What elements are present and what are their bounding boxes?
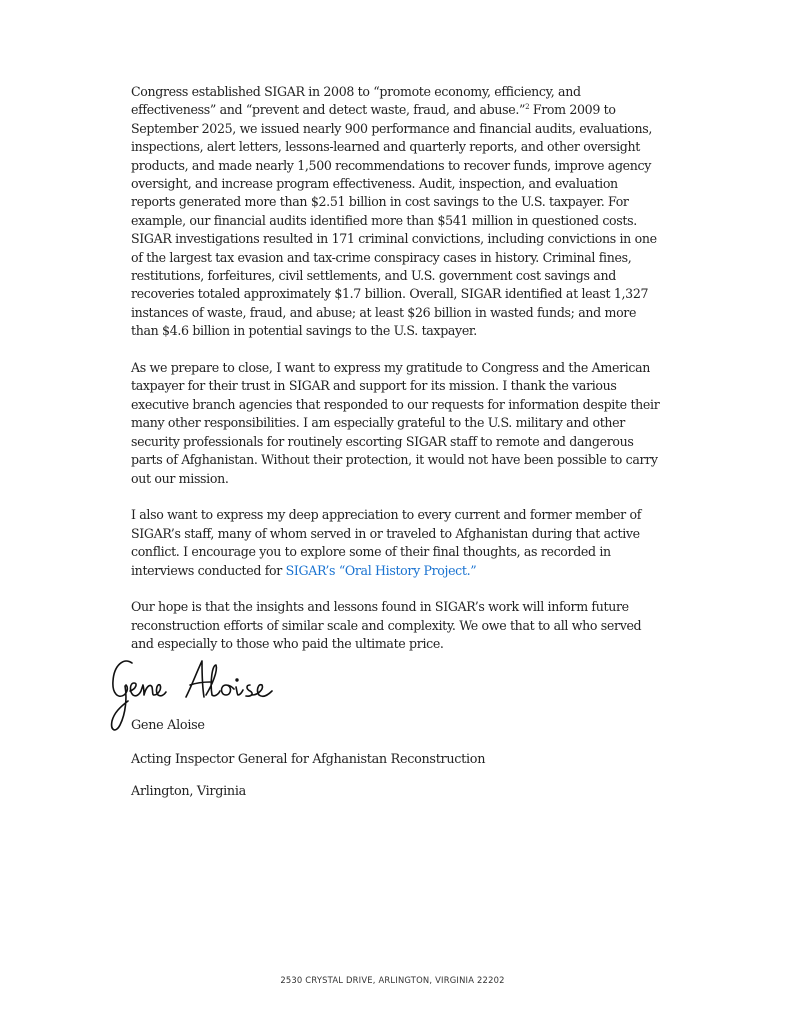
letter-body <box>131 83 661 672</box>
paragraph-gratitude: As we prepare to close, I want to express my gratitude to Congress and the American taxpayer for their trust in SIGAR and support for its mission. I thank the various executive branch agencies that responded to our requests for information despite their many other responsibilities. I am especially grateful to the U.S. military and other security professionals for routinely escorting SIGAR staff to remote and dangerous parts of Afghanistan. Without their protection, it would not have been possible to carry out our mission. <box>131 360 660 486</box>
paragraph-closing: Our hope is that the insights and lessons found in SIGAR’s work will inform future reconstruction efforts of similar scale and complexity. We owe that to all who served and especially to those who paid the ultimate price. <box>131 599 642 652</box>
signer-title: Acting Inspector General for Afghanistan Reconstruction <box>131 752 486 767</box>
signer-name: Gene Aloise <box>131 718 205 733</box>
paragraph-staff-appreciation <box>131 506 661 580</box>
paragraph-text: From 2009 to September 2025, we issued nearly 900 performance and financial audits, evaluations, inspections, alert letters, lessons-learned and quarterly reports, and other oversight products, and made nearly 1,500 recommendations to recover funds, improve agency oversight, and increase program effectiveness. Audit, inspection, and evaluation reports generated more than $2.51 billion in cost savings to the U.S. taxpayer. For example, our financial audits identified more than $541 million in questioned costs. SIGAR investigations resulted in 171 criminal convictions, including convictions in one of the largest tax evasion and tax-crime conspiracy cases in history. Criminal fines, restitutions, forfeitures, civil settlements, and U.S. government cost savings and recoveries totaled approximately $1.7 billion. Overall, SIGAR identified at least 1,327 instances of waste, fraud, and abuse; at least $26 billion in wasted funds; and more than $4.6 billion in potential savings to the U.S. taxpayer. <box>131 102 657 339</box>
paragraph-text: Congress established SIGAR in 2008 to “promote economy, efficiency, and effectiveness” and “prevent and detect waste, fraud, and abuse.” <box>131 84 581 118</box>
signer-location: Arlington, Virginia <box>131 784 246 799</box>
footnote-marker[interactable]: 2 <box>525 103 530 112</box>
paragraph-text: I also want to express my deep appreciation to every current and former member of SIGAR’s staff, many of whom served in or traveled to Afghanistan during that active conflict. I encourage you to explore some of their final thoughts, as recorded in interviews conducted for <box>131 507 642 578</box>
footer-address: 2530 CRYSTAL DRIVE, ARLINGTON, VIRGINIA 22202 <box>280 975 505 985</box>
paragraph-accomplishments <box>131 83 661 341</box>
oral-history-project-link[interactable]: SIGAR’s “Oral History Project.” <box>285 562 477 578</box>
